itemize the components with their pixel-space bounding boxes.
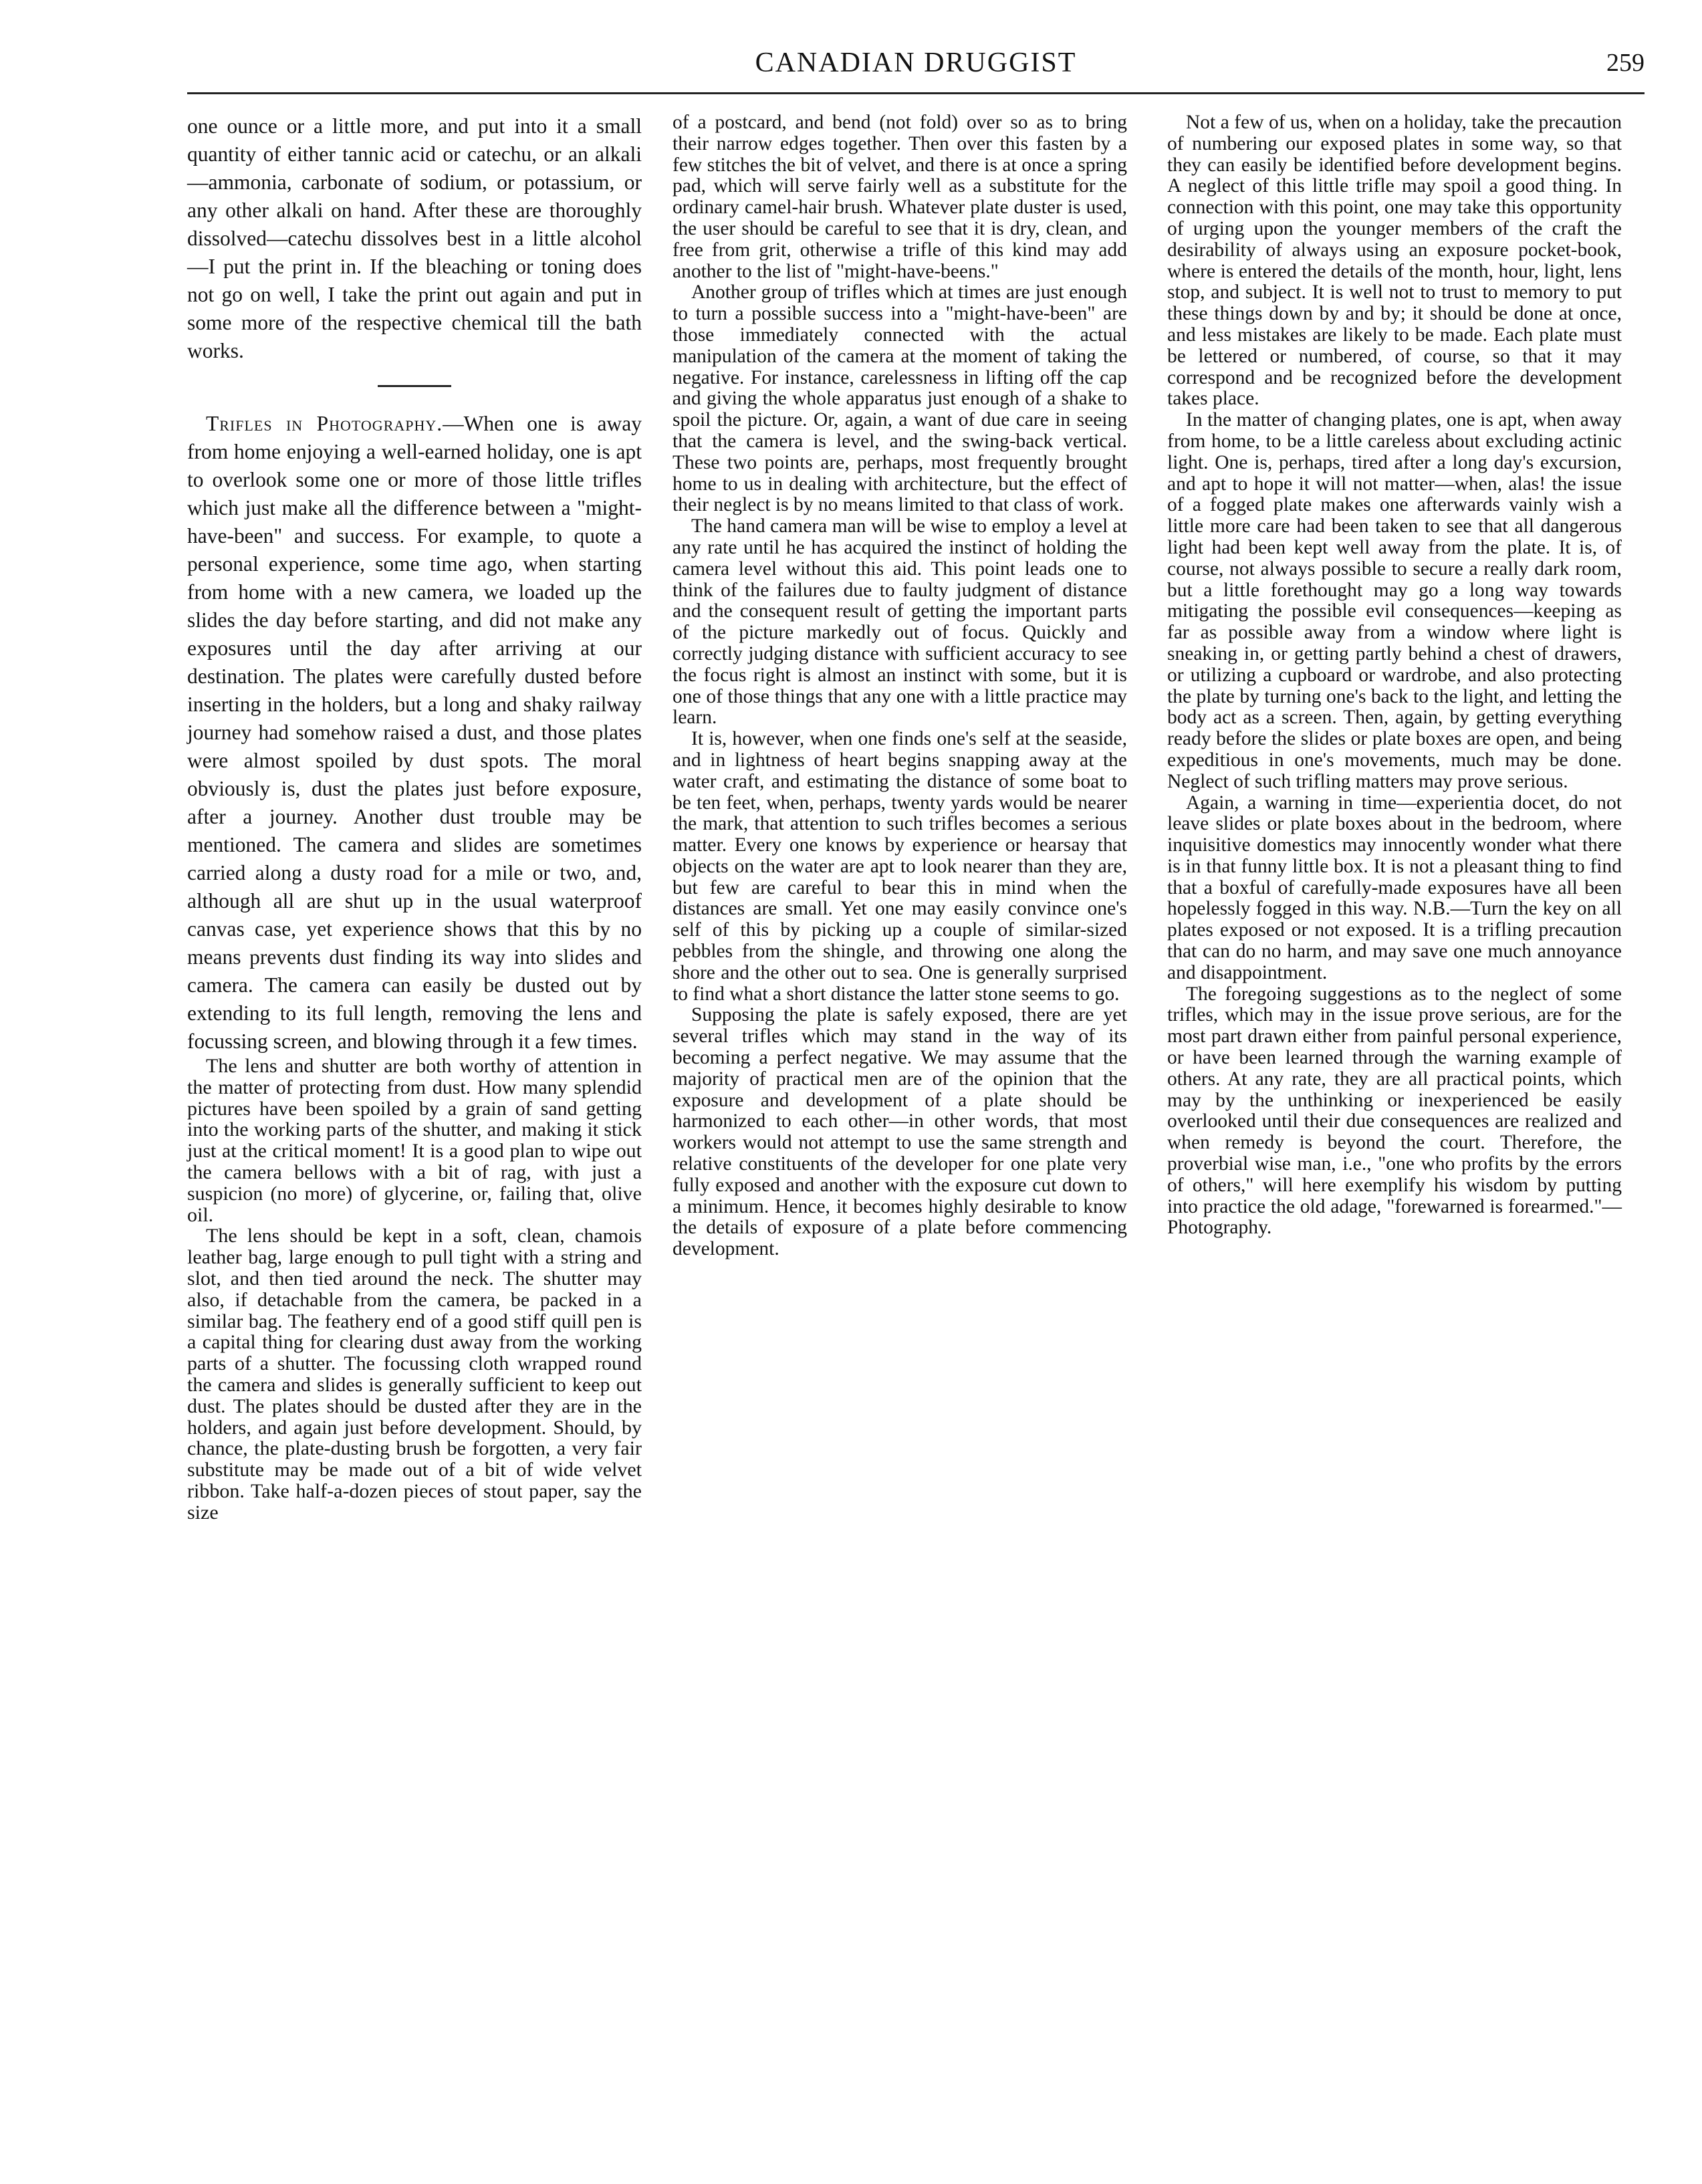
header-rule bbox=[187, 92, 1645, 94]
running-title: CANADIAN DRUGGIST bbox=[755, 47, 1077, 78]
paragraph-manipulation: Another group of trifles which at times are just enough to turn a possible success into a "might-have-been" are those immediately connected with the actual manipulation of the camera at the moment of taking the negative. For instance, carelessness in lifting off the cap and giving the whole apparatus just enough of a shake to spoil the picture. Or, again, a want of due care in seeing that the camera is level, and the swing-back vertical. These two points are, perhaps, most frequently brought home to us in dealing with architecture, but the effect of their neglect is by no means limited to that class of work. bbox=[673, 281, 1127, 516]
paragraph-trifles-text: —When one is away from home enjoying a well-earned holiday, one is apt to overlook some one or more of those little trifles which just make all the difference between a "might-have-been" and success. For example, to quote a personal experience, some time ago, when starting from home with a new camera, we loaded up the slides the day before starting, and did not make any exposures until the day after arriving at our destination. The plates were carefully dusted before inserting in the holders, but a long and shaky railway journey had somehow raised a dust, and those plates were almost spoiled by dust spots. The moral obviously is, dust the plates just before exposure, after a journey. Another dust trouble may be mentioned. The camera and slides are sometimes carried along a dusty road for a mile or two, and, although all are shut up in the usual waterproof canvas case, yet experience shows that this by no means prevents dust finding its way into slides and camera. The camera can easily be dusted out by extending to its full length, removing the lens and focussing screen, and blowing through it a few times. bbox=[187, 412, 642, 1053]
paragraph-postcard: of a postcard, and bend (not fold) over so as to bring their narrow edges together. Then over this fasten by a few stitches the bit of velvet, and there is at once a spring pad, which will serve fairly well as a substitute for the ordinary camel-hair brush. Whatever plate duster is used, the user should be careful to see that it is dry, clean, and free from grit, otherwise a trifle of this kind may add another to the list of "might-have-beens." bbox=[673, 112, 1127, 282]
paragraph-trifles-opening bbox=[187, 410, 642, 1056]
paragraph-lens-bag: The lens should be kept in a soft, clean, chamois leather bag, large enough to pull tight with a string and slot, and then tied around the neck. The shutter may also, if detachable from the camera, be packed in a similar bag. The feathery end of a good stiff quill pen is a capital thing for clearing dust away from the working parts of a shutter. The focussing cloth wrapped round the camera and slides is generally sufficient to keep out dust. The plates should be dusted after they are in the holders, and again just before development. Should, by chance, the plate-dusting brush be forgotten, a very fair substitute may be made out of a bit of wide velvet ribbon. Take half-a-dozen pieces of stout paper, say the size bbox=[187, 1225, 642, 1524]
paragraph-development: Supposing the plate is safely exposed, there are yet several trifles which may stand in the way of its becoming a perfect negative. We may assume that the majority of practical men are of the opinion that the exposure and development of a plate should be harmonized to each other—in other words, that most workers would not attempt to use the same strength and relative constituents of the developer for one plate very fully exposed and another with the exposure cut down to a minimum. Hence, it becomes highly desirable to know the details of exposure of a plate before commencing development. bbox=[673, 1004, 1127, 1260]
column-2 bbox=[673, 112, 1127, 1260]
paragraph-lens-shutter: The lens and shutter are both worthy of attention in the matter of protecting from dust. How many splendid pictures have been spoiled by a grain of sand getting into the working parts of the shutter, and making it stick just at the critical moment! It is a good plan to wipe out the camera bellows with a bit of rag, with just a suspicion (no more) of glycerine, or, failing that, olive oil. bbox=[187, 1055, 642, 1226]
page-header bbox=[187, 45, 1645, 90]
paragraph-conclusion: The foregoing suggestions as to the neglect of some trifles, which may in the issue prove serious, are for the most part drawn either from painful personal experience, or have been learned through the warning example of others. At any rate, they are all practical points, which may by the unthinking or inexperienced be easily overlooked until their due consequences are realized and when remedy is beyond the court. Therefore, the proverbial wise man, i.e., "one who profits by the errors of others," will here exemplify his wisdom by putting into practice the old adage, "forewarned is forearmed."—Photography. bbox=[1167, 983, 1622, 1239]
paragraph-seaside: It is, however, when one finds one's self at the seaside, and in lightness of heart begins snapping away at the water craft, and estimating the distance of some boat to be ten feet, when, perhaps, twenty yards would be nearer the mark, that attention to such trifles becomes a serious matter. Every one knows by experience or hearsay that objects on the water are apt to look nearer than they are, but few are careful to bear this in mind when the distances are small. Yet one may easily convince one's self of this by picking up a couple of similar-sized pebbles from the shingle, and throwing one along the shore and the other out to sea. One is generally surprised to find what a short distance the latter stone seems to go. bbox=[673, 728, 1127, 1005]
paragraph-numbering: Not a few of us, when on a holiday, take the precaution of numbering our exposed plates in some way, so that they can easily be identified before development begins. A neglect of this little trifle may spoil a good thing. In connection with this point, one may take this opportunity of urging upon the younger members of the craft the desirability of always using an exposure pocket-book, where is entered the details of the month, hour, light, lens stop, and subject. It is well not to trust to memory to put these things down by and by; it should be done at once, and less mistakes are likely to be made. Each plate must be lettered or numbered, of course, so that it may correspond and be recognized before the development takes place. bbox=[1167, 112, 1622, 410]
paragraph-changing-plates: In the matter of changing plates, one is apt, when away from home, to be a little careless about excluding actinic light. One is, perhaps, tired after a long day's excursion, and apt to hope it will not matter—when, alas! the issue of a fogged plate makes one afterwards vainly wish a little more care had been taken to see that all dangerous light had been kept well away from the plate. It is, of course, not always possible to secure a really dark room, but a little forethought may go a long way towards mitigating the possible evil consequences—keeping as far as possible away from a window where light is sneaking in, or getting partly behind a chest of drawers, or utilizing a cupboard or wardrobe, and also protecting the plate by turning one's back to the light, and letting the body act as a screen. Then, again, by getting everything ready before the slides or plate boxes are open, and being expeditious in one's movements, much may be done. Neglect of such trifling matters may prove serious. bbox=[1167, 409, 1622, 792]
paragraph-warning: Again, a warning in time—experientia docet, do not leave slides or plate boxes about in the bedroom, where inquisitive domestics may innocently wonder what there is in that funny little box. It is not a pleasant thing to find that a boxful of carefully-made exposures have all been hopelessly fogged in this way. N.B.—Turn the key on all plates exposed or not exposed. It is a trifling precaution that can do no harm, and may save one much annoyance and disappointment. bbox=[1167, 792, 1622, 983]
section-divider bbox=[378, 385, 451, 387]
page-number: 259 bbox=[1606, 49, 1645, 77]
column-1 bbox=[187, 112, 642, 1524]
section-heading: Trifles in Photography. bbox=[206, 412, 443, 435]
paragraph-hand-camera: The hand camera man will be wise to employ a level at any rate until he has acquired the instinct of holding the camera level without this aid. This point leads one to think of the failures due to faulty judgment of distance and the consequent result of getting the important parts of the picture markedly out of focus. Quickly and correctly judging distance with sufficient accuracy to see the focus right is almost an instinct with some, but it is one of those things that any one with a little practice may learn. bbox=[673, 515, 1127, 729]
paragraph-intro: one ounce or a little more, and put into it a small quantity of either tannic acid or catechu, or an alkali—ammonia, carbonate of sodium, or potassium, or any other alkali on hand. After these are thoroughly dissolved—catechu dissolves best in a little alcohol—I put the print in. If the bleaching or toning does not go on well, I take the print out again and put in some more of the respective chemical till the bath works. bbox=[187, 114, 642, 362]
column-3 bbox=[1167, 112, 1622, 1239]
